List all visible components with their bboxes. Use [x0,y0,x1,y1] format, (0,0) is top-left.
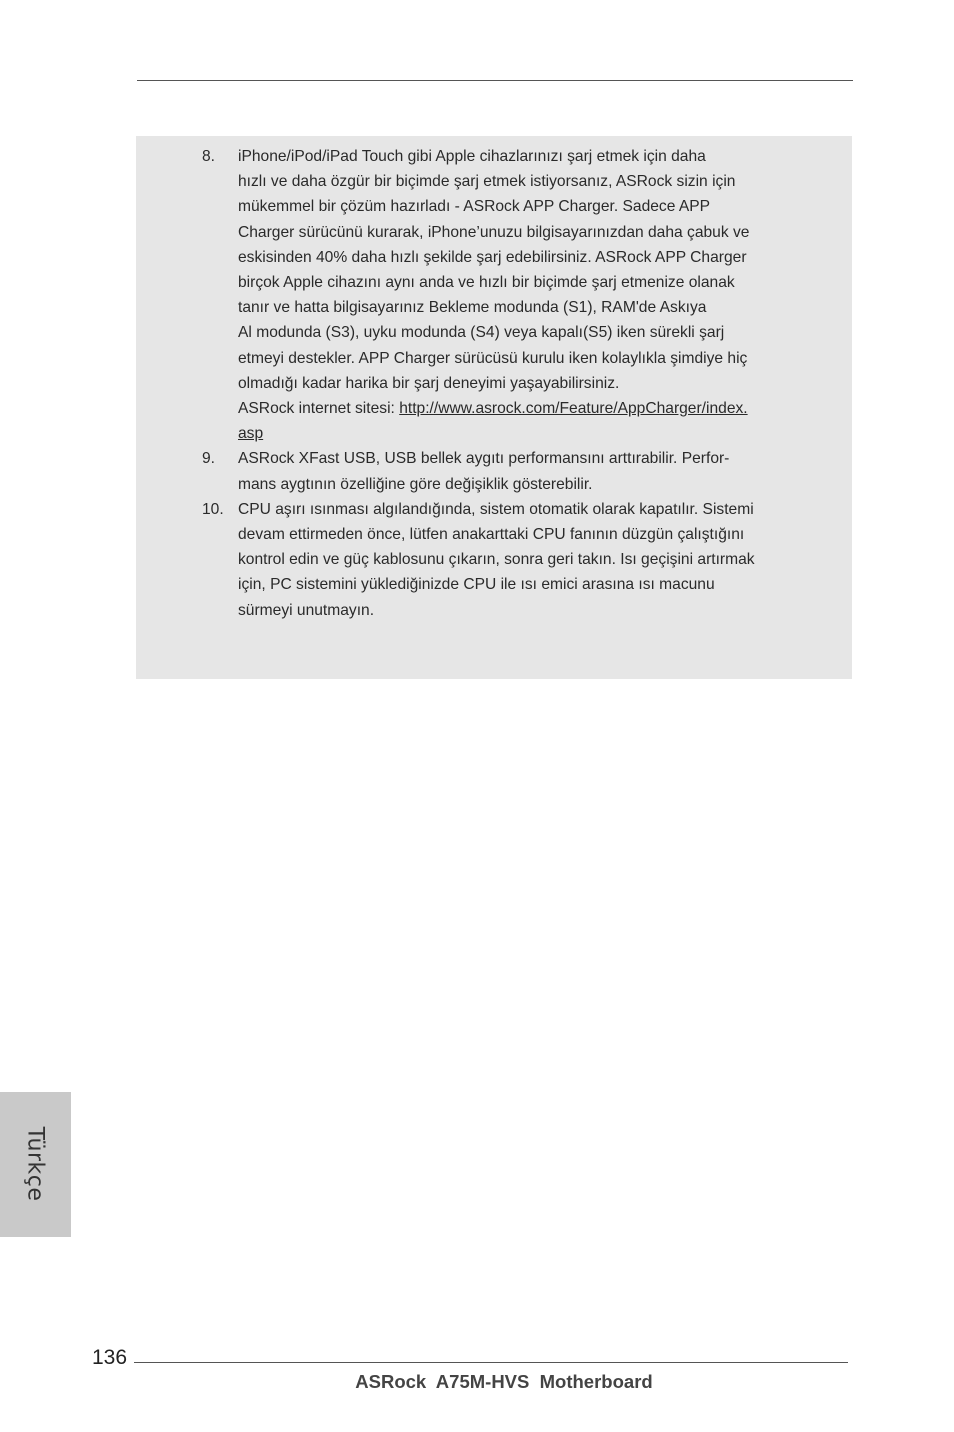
item-line: birçok Apple cihazını aynı anda ve hızlı bir biçimde şarj etmenize olanak [238,274,735,292]
item-line: CPU aşırı ısınması algılandığında, sistem otomatik olarak kapatılır. Sistemi [238,500,754,518]
item-line: etmeyi destekler. APP Charger sürücüsü kurulu iken kolaylıkla şimdiye hiç [238,349,748,367]
website-label: ASRock internet sitesi: [238,400,400,418]
footer-rule [134,1362,848,1363]
item-line: Charger sürücünü kurarak, iPhone’unuzu bilgisayarınızdan daha çabuk ve [238,223,750,241]
notes-panel [136,136,852,679]
list-item-10 [202,497,802,623]
page-number: 136 [92,1346,128,1369]
app-charger-link-continued[interactable]: asp [238,425,264,443]
footer-title: ASRock A75M-HVS Motherboard [355,1371,653,1392]
header-rule [137,80,853,81]
item-line: olmadığı kadar harika bir şarj deneyimi yaşayabilirsiniz. [238,374,620,392]
item-line: mans aygtının özelliğine göre değişiklik gösterebilir. [238,475,593,493]
item-line: eskisinden 40% daha hızlı şekilde şarj edebilirsiniz. ASRock APP Charger [238,248,747,266]
item-number: 9. [202,450,216,468]
language-side-tab [0,1092,71,1237]
list-item-9 [202,446,802,496]
item-line: sürmeyi unutmayın. [238,601,375,619]
item-number: 8. [202,148,216,165]
item-number: 10. [202,500,224,518]
item-line: hızlı ve daha özgür bir biçimde şarj etmek istiyorsanız, ASRock sizin için [238,173,736,191]
item-line: devam ettirmeden önce, lütfen anakarttaki CPU fanının düzgün çalıştığını [238,526,745,544]
website-line-continued [238,421,802,446]
language-label: Türkçe [22,1126,48,1202]
item-line: tanır ve hatta bilgisayarınız Bekleme modunda (S1), RAM'de Askıya [238,299,707,317]
item-line: kontrol edin ve güç kablosunu çıkarın, sonra geri takın. Isı geçişini artırmak [238,551,755,569]
item-line: iPhone/iPod/iPad Touch gibi Apple cihazlarınızı şarj etmek için daha [238,148,706,165]
notes-list [202,144,802,623]
item-line: mükemmel bir çözüm hazırladı - ASRock APP Charger. Sadece APP [238,198,711,216]
item-line: için, PC sistemini yüklediğinizde CPU ile ısı emici arasına ısı macunu [238,576,715,594]
item-line: Al modunda (S3), uyku modunda (S4) veya kapalı(S5) iken sürekli şarj [238,324,725,342]
app-charger-link[interactable]: http://www.asrock.com/Feature/AppCharger/index. [399,400,748,418]
website-line [238,396,802,421]
item-line: ASRock XFast USB, USB bellek aygıtı performansını arttırabilir. Perfor- [238,450,730,468]
list-item-8 [202,144,802,446]
